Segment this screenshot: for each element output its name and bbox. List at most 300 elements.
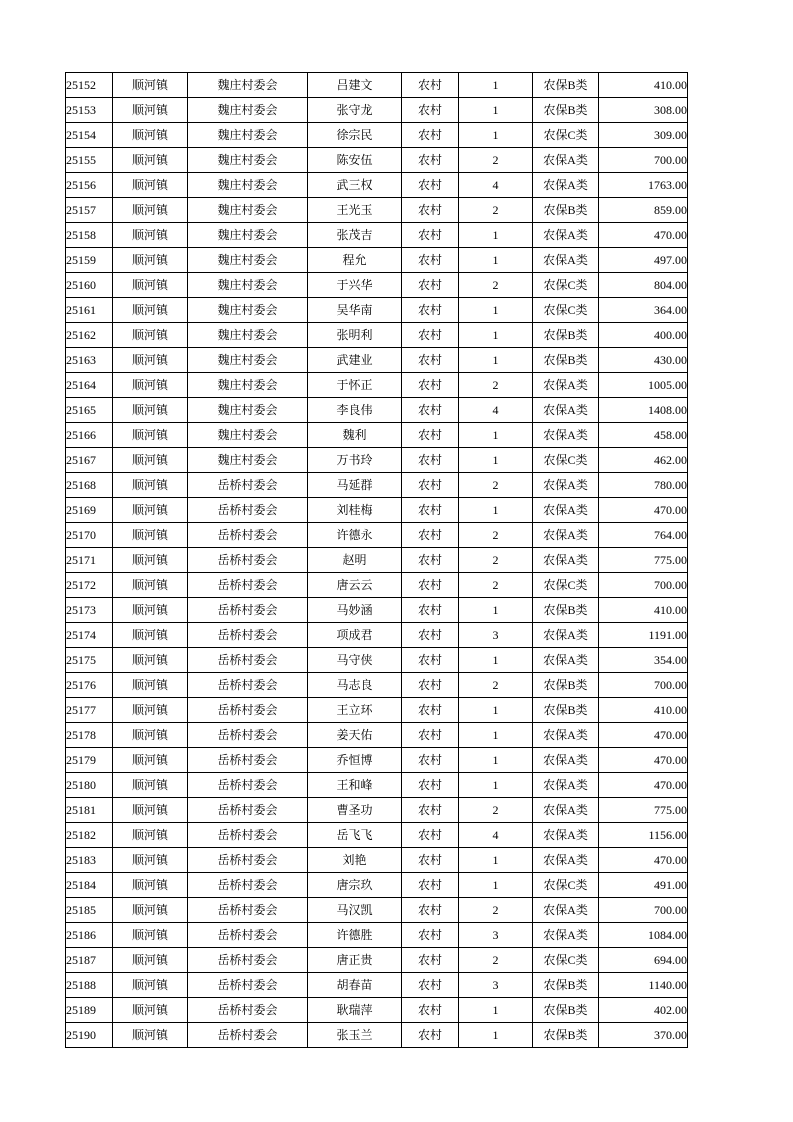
cell-village: 岳桥村委会 <box>188 623 308 648</box>
cell-amount: 410.00 <box>599 73 688 98</box>
cell-id: 25176 <box>66 673 113 698</box>
cell-category: 农保B类 <box>533 98 599 123</box>
cell-town: 顺河镇 <box>113 723 188 748</box>
cell-category: 农保A类 <box>533 523 599 548</box>
cell-name: 刘桂梅 <box>308 498 402 523</box>
cell-type: 农村 <box>402 648 459 673</box>
cell-category: 农保A类 <box>533 898 599 923</box>
cell-village: 魏庄村委会 <box>188 73 308 98</box>
cell-town: 顺河镇 <box>113 73 188 98</box>
cell-amount: 470.00 <box>599 498 688 523</box>
cell-category: 农保A类 <box>533 773 599 798</box>
cell-town: 顺河镇 <box>113 948 188 973</box>
cell-village: 魏庄村委会 <box>188 448 308 473</box>
cell-town: 顺河镇 <box>113 573 188 598</box>
cell-name: 赵明 <box>308 548 402 573</box>
cell-amount: 700.00 <box>599 573 688 598</box>
cell-village: 岳桥村委会 <box>188 598 308 623</box>
cell-town: 顺河镇 <box>113 923 188 948</box>
table-row <box>66 648 688 673</box>
cell-amount: 694.00 <box>599 948 688 973</box>
cell-category: 农保A类 <box>533 173 599 198</box>
cell-name: 许德胜 <box>308 923 402 948</box>
cell-count: 2 <box>459 373 533 398</box>
cell-town: 顺河镇 <box>113 273 188 298</box>
benefits-table <box>65 72 688 1048</box>
cell-category: 农保C类 <box>533 573 599 598</box>
cell-type: 农村 <box>402 823 459 848</box>
cell-category: 农保B类 <box>533 673 599 698</box>
cell-count: 2 <box>459 798 533 823</box>
cell-village: 岳桥村委会 <box>188 848 308 873</box>
cell-count: 2 <box>459 273 533 298</box>
table-row <box>66 348 688 373</box>
cell-type: 农村 <box>402 498 459 523</box>
cell-count: 1 <box>459 348 533 373</box>
cell-count: 2 <box>459 948 533 973</box>
cell-town: 顺河镇 <box>113 98 188 123</box>
cell-count: 2 <box>459 148 533 173</box>
cell-category: 农保B类 <box>533 598 599 623</box>
cell-type: 农村 <box>402 273 459 298</box>
cell-category: 农保A类 <box>533 723 599 748</box>
cell-count: 1 <box>459 773 533 798</box>
cell-town: 顺河镇 <box>113 598 188 623</box>
cell-category: 农保B类 <box>533 998 599 1023</box>
cell-village: 岳桥村委会 <box>188 573 308 598</box>
cell-category: 农保A类 <box>533 373 599 398</box>
cell-town: 顺河镇 <box>113 623 188 648</box>
cell-count: 1 <box>459 423 533 448</box>
cell-id: 25178 <box>66 723 113 748</box>
table-row <box>66 523 688 548</box>
cell-name: 马守侠 <box>308 648 402 673</box>
cell-id: 25159 <box>66 248 113 273</box>
cell-name: 刘艳 <box>308 848 402 873</box>
cell-category: 农保C类 <box>533 273 599 298</box>
cell-village: 岳桥村委会 <box>188 648 308 673</box>
cell-village: 岳桥村委会 <box>188 948 308 973</box>
cell-id: 25172 <box>66 573 113 598</box>
cell-count: 3 <box>459 623 533 648</box>
table-row <box>66 823 688 848</box>
cell-id: 25156 <box>66 173 113 198</box>
cell-type: 农村 <box>402 1023 459 1048</box>
cell-type: 农村 <box>402 973 459 998</box>
cell-type: 农村 <box>402 548 459 573</box>
cell-amount: 470.00 <box>599 223 688 248</box>
cell-village: 岳桥村委会 <box>188 823 308 848</box>
table-row <box>66 798 688 823</box>
cell-village: 魏庄村委会 <box>188 348 308 373</box>
cell-amount: 497.00 <box>599 248 688 273</box>
cell-amount: 309.00 <box>599 123 688 148</box>
cell-amount: 780.00 <box>599 473 688 498</box>
cell-amount: 1763.00 <box>599 173 688 198</box>
cell-id: 25185 <box>66 898 113 923</box>
cell-id: 25186 <box>66 923 113 948</box>
table-row <box>66 373 688 398</box>
cell-name: 张玉兰 <box>308 1023 402 1048</box>
cell-name: 万书玲 <box>308 448 402 473</box>
cell-category: 农保B类 <box>533 198 599 223</box>
cell-amount: 370.00 <box>599 1023 688 1048</box>
cell-id: 25184 <box>66 873 113 898</box>
cell-category: 农保C类 <box>533 123 599 148</box>
cell-town: 顺河镇 <box>113 348 188 373</box>
table-row <box>66 998 688 1023</box>
cell-town: 顺河镇 <box>113 323 188 348</box>
cell-type: 农村 <box>402 123 459 148</box>
table-row <box>66 248 688 273</box>
cell-category: 农保A类 <box>533 623 599 648</box>
cell-village: 岳桥村委会 <box>188 1023 308 1048</box>
table-row <box>66 973 688 998</box>
table-row <box>66 848 688 873</box>
cell-type: 农村 <box>402 523 459 548</box>
cell-amount: 410.00 <box>599 698 688 723</box>
cell-category: 农保C类 <box>533 948 599 973</box>
cell-town: 顺河镇 <box>113 123 188 148</box>
cell-town: 顺河镇 <box>113 748 188 773</box>
cell-village: 魏庄村委会 <box>188 98 308 123</box>
cell-count: 2 <box>459 198 533 223</box>
table-row <box>66 623 688 648</box>
cell-category: 农保A类 <box>533 498 599 523</box>
cell-type: 农村 <box>402 698 459 723</box>
cell-amount: 1191.00 <box>599 623 688 648</box>
cell-amount: 470.00 <box>599 848 688 873</box>
cell-type: 农村 <box>402 348 459 373</box>
cell-count: 2 <box>459 673 533 698</box>
cell-town: 顺河镇 <box>113 173 188 198</box>
table-row <box>66 498 688 523</box>
cell-amount: 700.00 <box>599 148 688 173</box>
cell-count: 1 <box>459 723 533 748</box>
cell-id: 25188 <box>66 973 113 998</box>
cell-count: 1 <box>459 323 533 348</box>
cell-name: 于怀正 <box>308 373 402 398</box>
cell-category: 农保B类 <box>533 698 599 723</box>
cell-id: 25157 <box>66 198 113 223</box>
cell-name: 王光玉 <box>308 198 402 223</box>
cell-name: 胡春苗 <box>308 973 402 998</box>
cell-type: 农村 <box>402 598 459 623</box>
cell-category: 农保A类 <box>533 223 599 248</box>
table-row <box>66 423 688 448</box>
cell-name: 岳飞飞 <box>308 823 402 848</box>
table-row <box>66 398 688 423</box>
cell-town: 顺河镇 <box>113 523 188 548</box>
cell-count: 1 <box>459 598 533 623</box>
cell-type: 农村 <box>402 948 459 973</box>
cell-amount: 410.00 <box>599 598 688 623</box>
cell-count: 1 <box>459 123 533 148</box>
cell-town: 顺河镇 <box>113 823 188 848</box>
table-row <box>66 573 688 598</box>
cell-town: 顺河镇 <box>113 298 188 323</box>
cell-count: 1 <box>459 998 533 1023</box>
table-body <box>66 73 688 1048</box>
cell-type: 农村 <box>402 673 459 698</box>
cell-name: 陈安伍 <box>308 148 402 173</box>
cell-count: 2 <box>459 523 533 548</box>
cell-category: 农保C类 <box>533 298 599 323</box>
cell-id: 25177 <box>66 698 113 723</box>
cell-village: 魏庄村委会 <box>188 148 308 173</box>
cell-town: 顺河镇 <box>113 498 188 523</box>
cell-village: 魏庄村委会 <box>188 123 308 148</box>
cell-category: 农保A类 <box>533 148 599 173</box>
cell-count: 1 <box>459 873 533 898</box>
cell-count: 1 <box>459 1023 533 1048</box>
document-page <box>65 72 688 1048</box>
cell-category: 农保A类 <box>533 548 599 573</box>
cell-id: 25182 <box>66 823 113 848</box>
cell-count: 4 <box>459 398 533 423</box>
cell-id: 25170 <box>66 523 113 548</box>
cell-count: 4 <box>459 173 533 198</box>
cell-type: 农村 <box>402 923 459 948</box>
cell-count: 1 <box>459 248 533 273</box>
cell-name: 张明利 <box>308 323 402 348</box>
table-row <box>66 873 688 898</box>
table-row <box>66 273 688 298</box>
cell-village: 岳桥村委会 <box>188 798 308 823</box>
cell-type: 农村 <box>402 223 459 248</box>
cell-village: 岳桥村委会 <box>188 923 308 948</box>
table-row <box>66 673 688 698</box>
cell-type: 农村 <box>402 748 459 773</box>
table-row <box>66 448 688 473</box>
table-row <box>66 98 688 123</box>
table-row <box>66 773 688 798</box>
cell-type: 农村 <box>402 573 459 598</box>
cell-count: 1 <box>459 498 533 523</box>
cell-category: 农保A类 <box>533 798 599 823</box>
cell-name: 唐宗玖 <box>308 873 402 898</box>
cell-town: 顺河镇 <box>113 873 188 898</box>
cell-name: 吕建文 <box>308 73 402 98</box>
cell-id: 25173 <box>66 598 113 623</box>
cell-amount: 402.00 <box>599 998 688 1023</box>
cell-type: 农村 <box>402 998 459 1023</box>
cell-village: 魏庄村委会 <box>188 248 308 273</box>
cell-id: 25164 <box>66 373 113 398</box>
cell-category: 农保C类 <box>533 873 599 898</box>
cell-type: 农村 <box>402 373 459 398</box>
cell-type: 农村 <box>402 148 459 173</box>
cell-id: 25189 <box>66 998 113 1023</box>
cell-amount: 400.00 <box>599 323 688 348</box>
cell-town: 顺河镇 <box>113 373 188 398</box>
cell-town: 顺河镇 <box>113 673 188 698</box>
cell-type: 农村 <box>402 848 459 873</box>
cell-town: 顺河镇 <box>113 648 188 673</box>
cell-village: 魏庄村委会 <box>188 223 308 248</box>
table-row <box>66 948 688 973</box>
cell-town: 顺河镇 <box>113 698 188 723</box>
cell-name: 吴华南 <box>308 298 402 323</box>
cell-category: 农保A类 <box>533 473 599 498</box>
cell-amount: 1005.00 <box>599 373 688 398</box>
cell-type: 农村 <box>402 773 459 798</box>
cell-name: 王立环 <box>308 698 402 723</box>
table-row <box>66 923 688 948</box>
cell-type: 农村 <box>402 623 459 648</box>
cell-id: 25161 <box>66 298 113 323</box>
cell-id: 25171 <box>66 548 113 573</box>
cell-village: 岳桥村委会 <box>188 548 308 573</box>
table-row <box>66 473 688 498</box>
cell-amount: 430.00 <box>599 348 688 373</box>
table-row <box>66 173 688 198</box>
cell-town: 顺河镇 <box>113 448 188 473</box>
cell-amount: 775.00 <box>599 548 688 573</box>
cell-name: 马汉凯 <box>308 898 402 923</box>
cell-id: 25175 <box>66 648 113 673</box>
cell-amount: 470.00 <box>599 748 688 773</box>
cell-id: 25154 <box>66 123 113 148</box>
cell-type: 农村 <box>402 198 459 223</box>
cell-id: 25168 <box>66 473 113 498</box>
cell-id: 25190 <box>66 1023 113 1048</box>
cell-category: 农保A类 <box>533 823 599 848</box>
cell-name: 马延群 <box>308 473 402 498</box>
cell-name: 张茂吉 <box>308 223 402 248</box>
cell-count: 1 <box>459 748 533 773</box>
cell-name: 李良伟 <box>308 398 402 423</box>
cell-type: 农村 <box>402 398 459 423</box>
cell-amount: 700.00 <box>599 898 688 923</box>
cell-amount: 700.00 <box>599 673 688 698</box>
cell-count: 1 <box>459 73 533 98</box>
cell-amount: 470.00 <box>599 773 688 798</box>
table-row <box>66 323 688 348</box>
cell-type: 农村 <box>402 173 459 198</box>
cell-type: 农村 <box>402 423 459 448</box>
cell-count: 1 <box>459 648 533 673</box>
cell-town: 顺河镇 <box>113 398 188 423</box>
table-row <box>66 298 688 323</box>
table-row <box>66 898 688 923</box>
cell-type: 农村 <box>402 98 459 123</box>
table-row <box>66 548 688 573</box>
cell-category: 农保A类 <box>533 923 599 948</box>
cell-id: 25165 <box>66 398 113 423</box>
cell-id: 25160 <box>66 273 113 298</box>
cell-count: 1 <box>459 223 533 248</box>
cell-town: 顺河镇 <box>113 1023 188 1048</box>
cell-category: 农保A类 <box>533 848 599 873</box>
cell-amount: 1084.00 <box>599 923 688 948</box>
table-row <box>66 73 688 98</box>
cell-id: 25162 <box>66 323 113 348</box>
cell-town: 顺河镇 <box>113 423 188 448</box>
cell-amount: 859.00 <box>599 198 688 223</box>
cell-amount: 1156.00 <box>599 823 688 848</box>
cell-id: 25169 <box>66 498 113 523</box>
cell-id: 25187 <box>66 948 113 973</box>
cell-name: 张守龙 <box>308 98 402 123</box>
cell-id: 25167 <box>66 448 113 473</box>
cell-type: 农村 <box>402 298 459 323</box>
cell-town: 顺河镇 <box>113 473 188 498</box>
cell-town: 顺河镇 <box>113 148 188 173</box>
cell-village: 魏庄村委会 <box>188 398 308 423</box>
cell-name: 曹圣功 <box>308 798 402 823</box>
cell-amount: 462.00 <box>599 448 688 473</box>
cell-name: 唐云云 <box>308 573 402 598</box>
cell-count: 2 <box>459 573 533 598</box>
cell-category: 农保A类 <box>533 748 599 773</box>
cell-category: 农保B类 <box>533 973 599 998</box>
cell-village: 岳桥村委会 <box>188 673 308 698</box>
cell-amount: 470.00 <box>599 723 688 748</box>
cell-id: 25181 <box>66 798 113 823</box>
table-row <box>66 148 688 173</box>
cell-type: 农村 <box>402 473 459 498</box>
table-row <box>66 1023 688 1048</box>
cell-town: 顺河镇 <box>113 198 188 223</box>
cell-category: 农保C类 <box>533 448 599 473</box>
cell-amount: 354.00 <box>599 648 688 673</box>
table-row <box>66 198 688 223</box>
cell-village: 魏庄村委会 <box>188 323 308 348</box>
cell-type: 农村 <box>402 873 459 898</box>
cell-count: 1 <box>459 298 533 323</box>
cell-id: 25163 <box>66 348 113 373</box>
cell-town: 顺河镇 <box>113 223 188 248</box>
cell-count: 3 <box>459 923 533 948</box>
cell-count: 4 <box>459 823 533 848</box>
table-row <box>66 598 688 623</box>
cell-village: 岳桥村委会 <box>188 773 308 798</box>
cell-name: 徐宗民 <box>308 123 402 148</box>
cell-town: 顺河镇 <box>113 248 188 273</box>
cell-amount: 491.00 <box>599 873 688 898</box>
cell-count: 1 <box>459 98 533 123</box>
cell-town: 顺河镇 <box>113 548 188 573</box>
cell-type: 农村 <box>402 73 459 98</box>
cell-id: 25152 <box>66 73 113 98</box>
cell-id: 25180 <box>66 773 113 798</box>
cell-count: 2 <box>459 898 533 923</box>
cell-name: 武三权 <box>308 173 402 198</box>
cell-category: 农保B类 <box>533 73 599 98</box>
cell-village: 岳桥村委会 <box>188 723 308 748</box>
cell-count: 1 <box>459 448 533 473</box>
cell-name: 马妙涵 <box>308 598 402 623</box>
table-row <box>66 748 688 773</box>
cell-id: 25179 <box>66 748 113 773</box>
cell-amount: 458.00 <box>599 423 688 448</box>
cell-village: 岳桥村委会 <box>188 873 308 898</box>
cell-amount: 1140.00 <box>599 973 688 998</box>
cell-name: 武建业 <box>308 348 402 373</box>
cell-amount: 775.00 <box>599 798 688 823</box>
cell-town: 顺河镇 <box>113 898 188 923</box>
table-row <box>66 123 688 148</box>
cell-town: 顺河镇 <box>113 973 188 998</box>
cell-amount: 804.00 <box>599 273 688 298</box>
cell-category: 农保B类 <box>533 1023 599 1048</box>
cell-town: 顺河镇 <box>113 848 188 873</box>
cell-count: 3 <box>459 973 533 998</box>
cell-amount: 308.00 <box>599 98 688 123</box>
cell-village: 岳桥村委会 <box>188 998 308 1023</box>
cell-village: 岳桥村委会 <box>188 698 308 723</box>
